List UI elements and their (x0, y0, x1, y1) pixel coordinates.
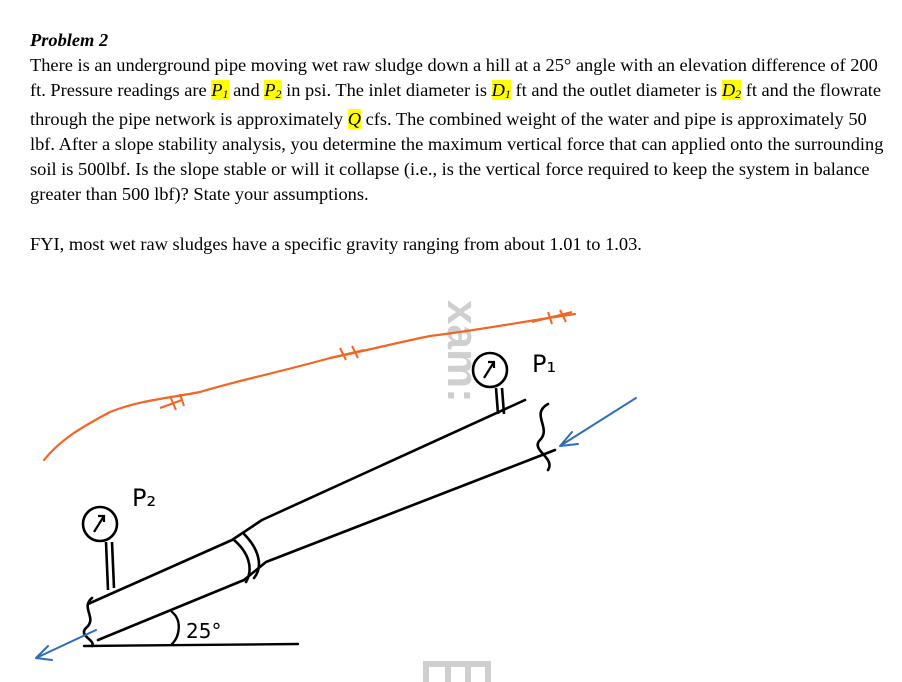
pipe-reducer (234, 534, 259, 582)
problem-body (30, 53, 890, 207)
var-p2: P2 (264, 80, 282, 101)
horizontal-baseline (84, 644, 298, 646)
angle-label: 25° (186, 619, 222, 643)
gauge-p2-label: P₂ (132, 484, 157, 512)
problem-text (30, 28, 890, 257)
pipe-inlet-break (538, 404, 550, 470)
pipe-figure (0, 290, 902, 682)
body-text-5: ft and the flowrate through the pipe network is approximately (30, 80, 882, 129)
gauge-p2-stem (106, 542, 114, 590)
var-d1: D1 (491, 80, 511, 101)
pipe-lower-wall (98, 450, 555, 640)
var-q: Q (347, 109, 361, 129)
gauge-p2-needle (94, 516, 104, 532)
pipe (84, 400, 555, 646)
body-text-4: ft and the outlet diameter is (510, 80, 722, 100)
gauge-p1-label: P₁ (532, 350, 557, 378)
var-p1: P1 (211, 80, 229, 101)
angle-arc (172, 612, 179, 644)
watermark-text: xam: (438, 300, 487, 403)
body-text-2: and (228, 80, 265, 100)
watermark-mark (426, 664, 488, 682)
fyi-note: FYI, most wet raw sludges have a specific gravity ranging from about 1.01 to 1.03. (30, 234, 642, 254)
body-text-1: There is an underground pipe moving wet raw sludge down a hill at a 25° angle with an elevation difference of 200 ft. Pressure readings are (30, 55, 878, 100)
body-text-3: in psi. The inlet diameter is (281, 80, 492, 100)
flow-arrows (36, 398, 636, 660)
pressure-gauge-p2 (83, 507, 117, 590)
pipe-outlet-break (84, 598, 93, 646)
body-text-6: cfs. The combined weight of the water and pipe is approximately 50 lbf. After a slope stability analysis, you determine the maximum vertical force that can applied onto the surrounding soil is 500lbf. Is the slope stable or will it collapse (i.e., is the vertical force required to keep the system in balance greater than 500 lbf)? State your assumptions. (30, 109, 884, 204)
inlet-flow-arrow (560, 398, 636, 446)
var-d2: D2 (721, 80, 742, 101)
problem-title: Problem 2 (30, 30, 109, 50)
